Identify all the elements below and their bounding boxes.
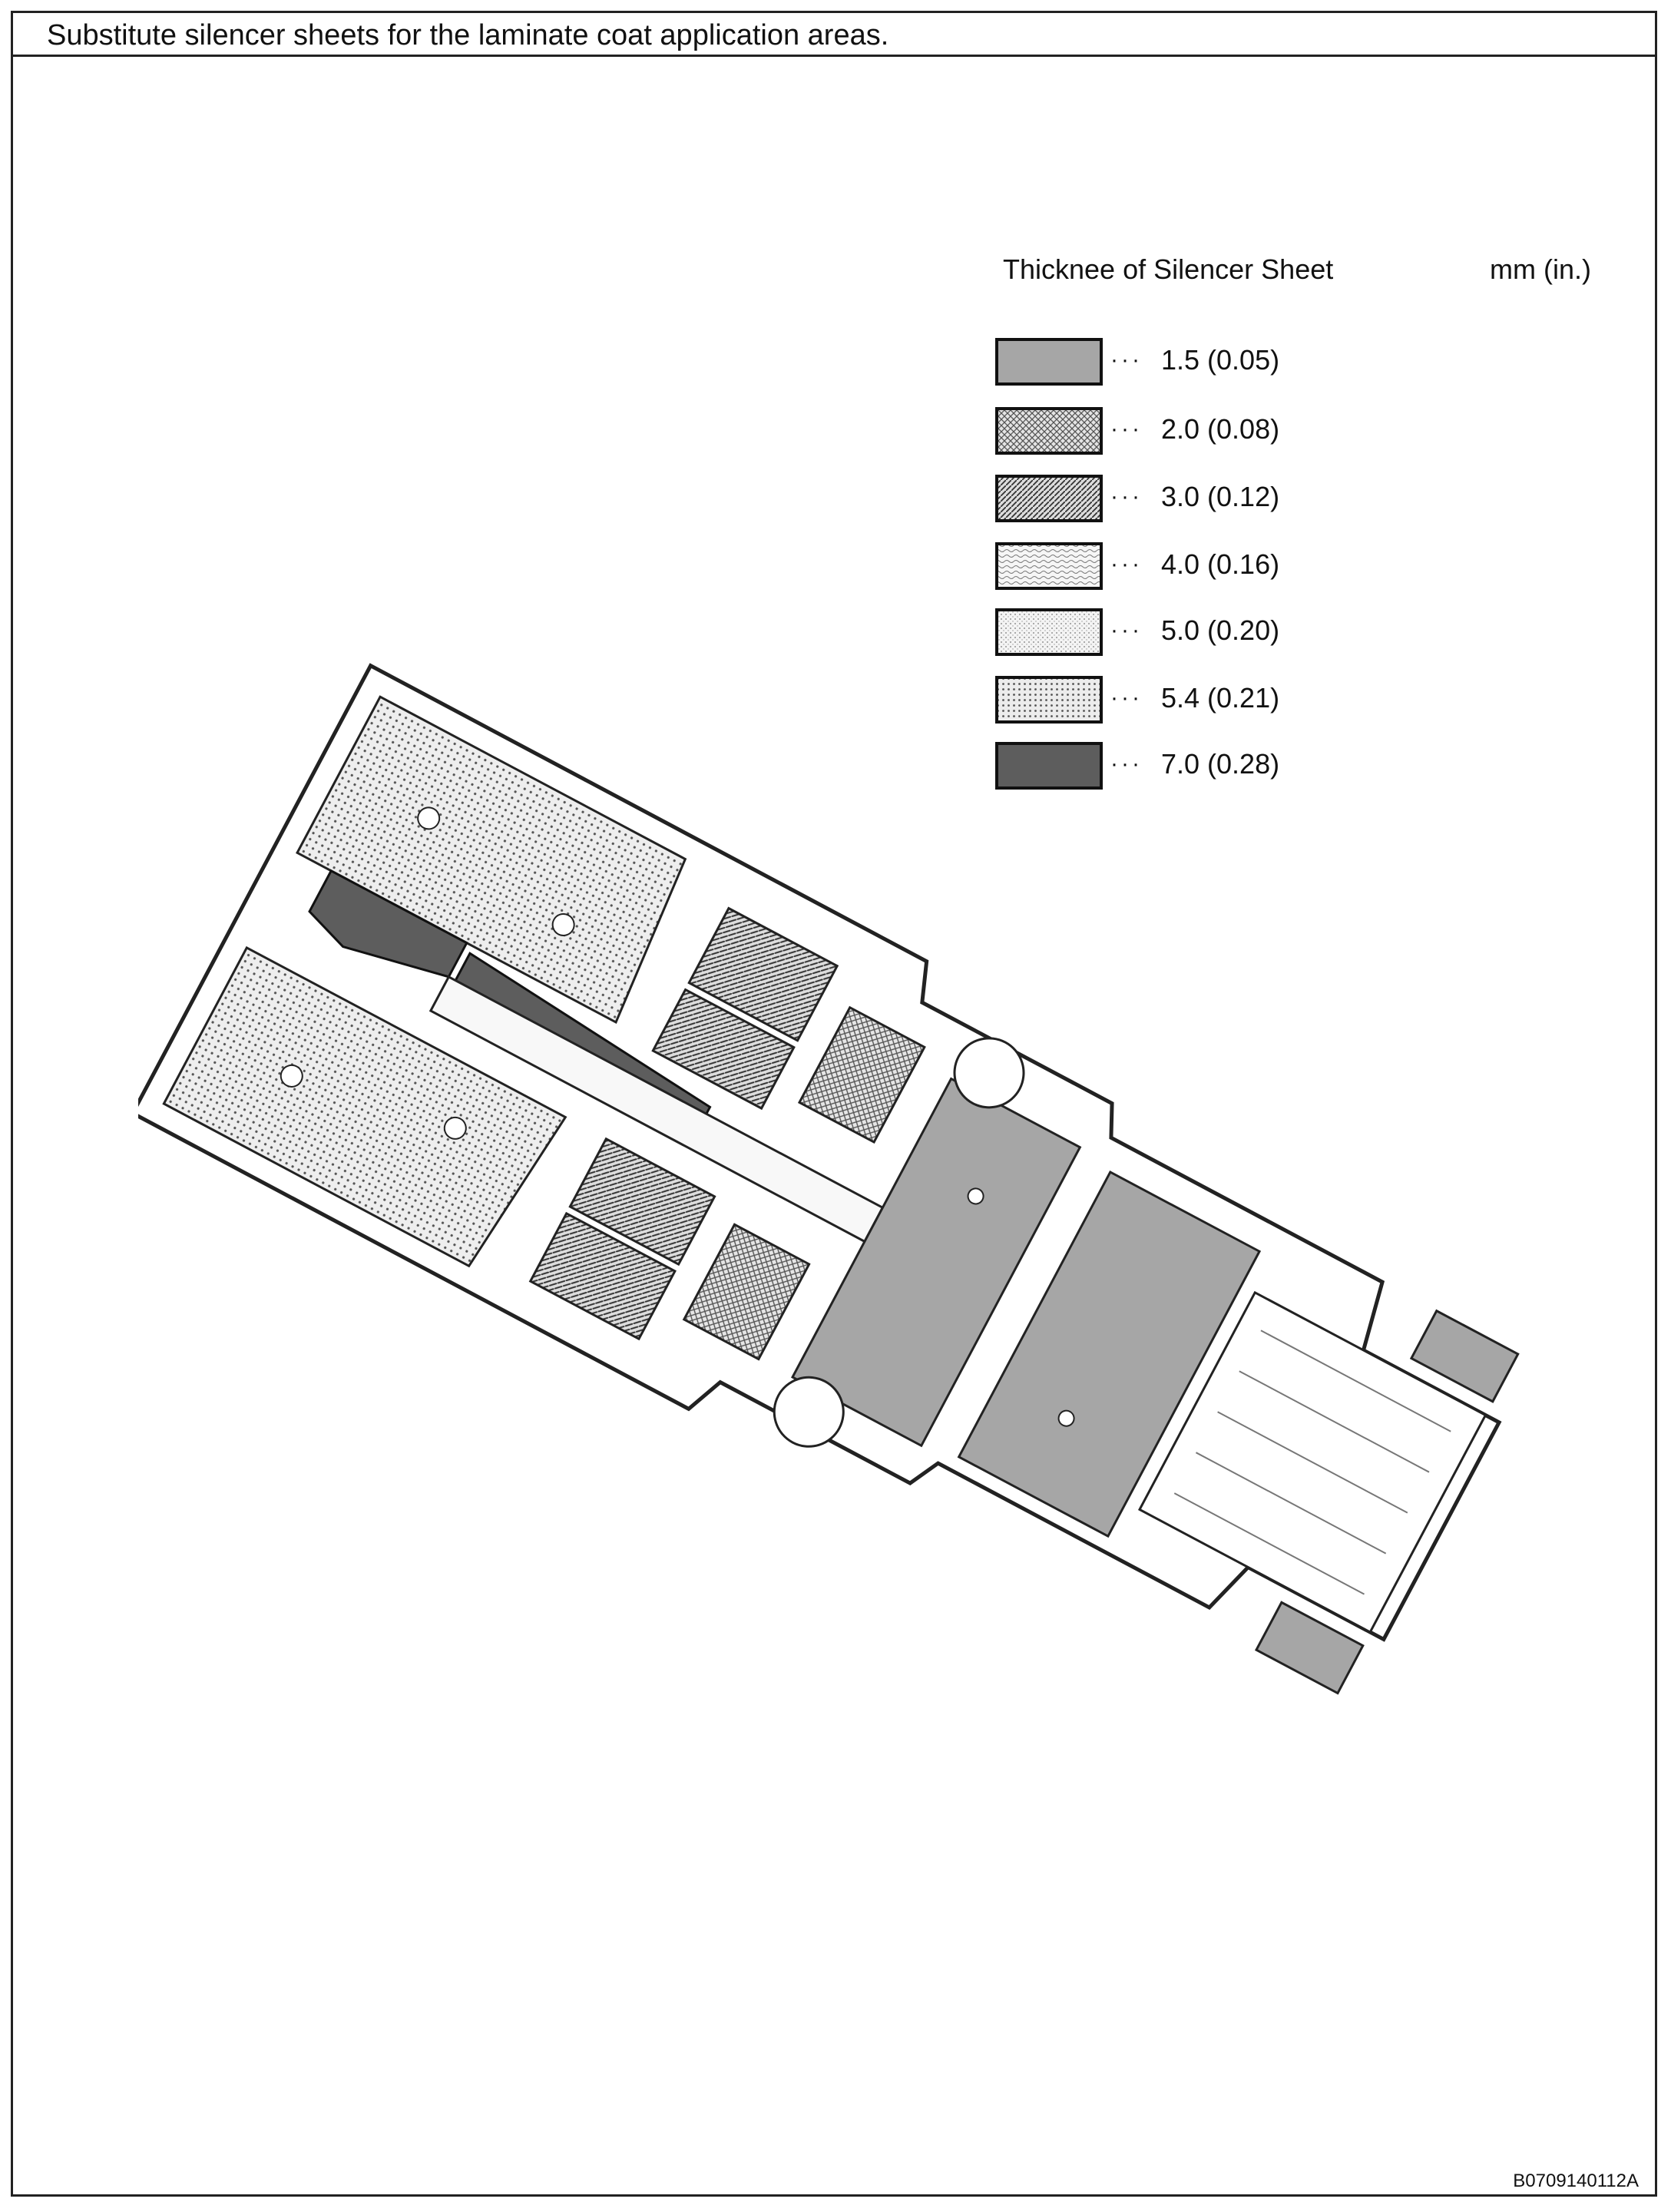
legend-title: Thicknee of Silencer Sheet	[1003, 253, 1334, 285]
legend-unit: mm (in.)	[1490, 253, 1591, 285]
legend-label: 2.0 (0.08)	[1161, 413, 1280, 445]
legend-item-4-0	[995, 542, 1318, 593]
legend-item-5-0	[995, 608, 1318, 659]
instruction-text: Substitute silencer sheets for the laminate coat application areas.	[47, 19, 889, 51]
leader-dots: ···	[1110, 551, 1143, 577]
swatch-solid-light	[995, 338, 1103, 386]
leader-dots: ···	[1110, 484, 1143, 509]
legend-item-1-5	[995, 338, 1318, 389]
legend-label: 1.5 (0.05)	[1161, 344, 1280, 376]
legend-label: 7.0 (0.28)	[1161, 748, 1280, 780]
swatch-diagonal	[995, 475, 1103, 522]
swatch-fine-dots	[995, 608, 1103, 656]
swatch-wavy	[995, 542, 1103, 590]
leader-dots: ···	[1110, 618, 1143, 643]
legend-item-3-0	[995, 475, 1318, 525]
leader-dots: ···	[1110, 685, 1143, 710]
vehicle-floor-diagram	[138, 661, 1551, 1767]
legend-label: 5.0 (0.20)	[1161, 614, 1280, 646]
swatch-crosshatch	[995, 407, 1103, 455]
leader-dots: ···	[1110, 751, 1143, 777]
legend-item-2-0	[995, 407, 1318, 458]
instruction-header	[11, 11, 1657, 57]
legend-label: 3.0 (0.12)	[1161, 481, 1280, 512]
figure-code: B0709140112A	[1513, 2171, 1639, 2191]
legend-label: 5.4 (0.21)	[1161, 682, 1280, 714]
leader-dots: ···	[1110, 416, 1143, 442]
legend-label: 4.0 (0.16)	[1161, 548, 1280, 580]
leader-dots: ···	[1110, 347, 1143, 373]
